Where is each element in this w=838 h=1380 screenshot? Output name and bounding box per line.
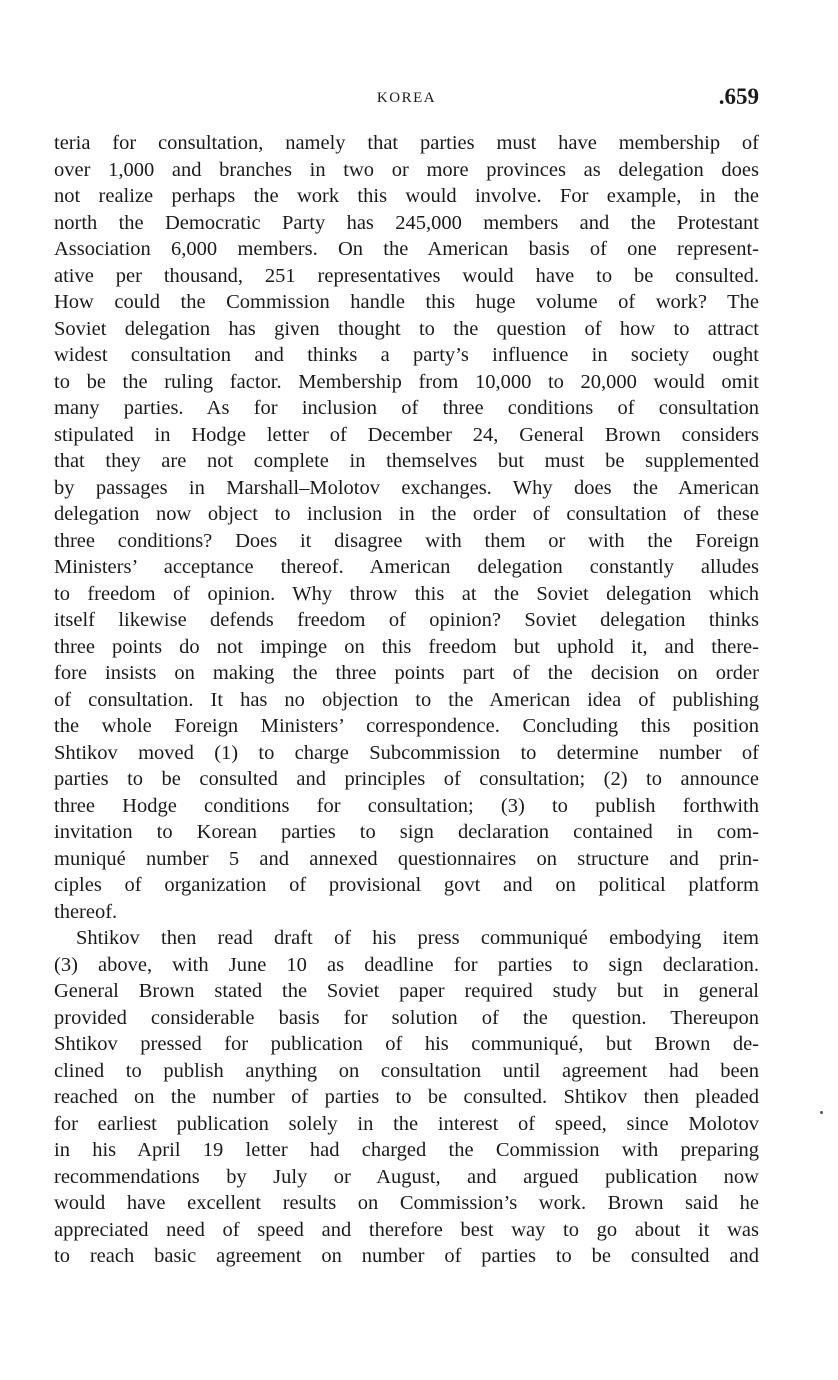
text-line: itself likewise defends freedom of opinion? Soviet delegation thinks [54, 609, 759, 631]
text-line: How could the Commission handle this huge volume of work? The [54, 291, 759, 313]
text-line: Soviet delegation has given thought to the question of how to attract [54, 317, 759, 340]
text-line: stipulated in Hodge letter of December 24, General Brown considers [54, 423, 759, 446]
text-line: provided considerable basis for solution of the question. Thereupon [54, 1006, 759, 1029]
text-line: three points do not impinge on this freedom but uphold it, and there- [54, 635, 759, 658]
text-line: teria for consultation, namely that parties must have membership of [54, 132, 759, 154]
margin-speck [820, 1111, 823, 1114]
text-line: to be the ruling factor. Membership from 10,000 to 20,000 would omit [54, 370, 759, 393]
text-line: thereof. [54, 900, 118, 923]
text-line: Shtikov then read draft of his press communiqué embodying item [76, 927, 759, 949]
text-line: Association 6,000 members. On the American basis of one represent- [54, 238, 759, 260]
text-line: over 1,000 and branches in two or more provinces as delegation does [54, 158, 759, 181]
text-line: muniqué number 5 and annexed questionnaires on structure and prin- [54, 847, 759, 870]
text-line: widest consultation and thinks a party’s influence in society ought [54, 344, 759, 366]
text-line: fore insists on making the three points part of the decision on order [54, 662, 759, 684]
text-line: three Hodge conditions for consultation; (3) to publish forthwith [54, 794, 759, 817]
text-line: to freedom of opinion. Why throw this at the Soviet delegation which [54, 582, 759, 605]
text-line: for earliest publication solely in the interest of speed, since Molotov [54, 1112, 759, 1135]
paragraph [54, 130, 759, 925]
text-line: appreciated need of speed and therefore best way to go about it was [54, 1218, 759, 1241]
running-title: KOREA [376, 90, 437, 106]
text-line: north the Democratic Party has 245,000 members and the Protestant [54, 211, 759, 234]
text-line: Ministers’ acceptance thereof. American delegation constantly alludes [54, 556, 759, 578]
text-line: three conditions? Does it disagree with them or with the Foreign [54, 529, 759, 552]
text-line: not realize perhaps the work this would involve. For example, in the [54, 185, 759, 207]
text-line: ciples of organization of provisional govt and on political platform [54, 874, 759, 896]
text-line: General Brown stated the Soviet paper required study but in general [54, 980, 759, 1002]
text-line: reached on the number of parties to be consulted. Shtikov then pleaded [54, 1086, 759, 1108]
running-header [54, 84, 759, 114]
body-text [54, 130, 759, 1270]
paragraph [54, 925, 759, 1270]
text-line: (3) above, with June 10 as deadline for parties to sign declaration. [54, 953, 759, 976]
text-line: Shtikov pressed for publication of his communiqué, but Brown de- [54, 1033, 759, 1055]
text-line: many parties. As for inclusion of three conditions of consultation [54, 397, 759, 419]
text-line: delegation now object to inclusion in the order of consultation of these [54, 503, 759, 525]
text-line: parties to be consulted and principles of consultation; (2) to announce [54, 768, 759, 790]
text-line: that they are not complete in themselves but must be supplemented [54, 450, 759, 472]
text-line: Shtikov moved (1) to charge Subcommission to determine number of [54, 741, 759, 764]
text-line: would have excellent results on Commission’s work. Brown said he [54, 1192, 759, 1214]
text-line: ative per thousand, 251 representatives would have to be consulted. [54, 264, 759, 287]
text-line: to reach basic agreement on number of parties to be consulted and [54, 1245, 759, 1267]
text-line: clined to publish anything on consultation until agreement had been [54, 1059, 759, 1082]
text-line: of consultation. It has no objection to the American idea of publishing [54, 688, 759, 711]
text-line: by passages in Marshall–Molotov exchanges. Why does the American [54, 476, 759, 499]
text-line: invitation to Korean parties to sign declaration contained in com- [54, 821, 759, 843]
text-line: in his April 19 letter had charged the Commission with preparing [54, 1139, 759, 1161]
page-number: .659 [718, 84, 759, 109]
text-line: the whole Foreign Ministers’ correspondence. Concluding this position [54, 715, 759, 737]
text-line: recommendations by July or August, and argued publication now [54, 1165, 759, 1188]
